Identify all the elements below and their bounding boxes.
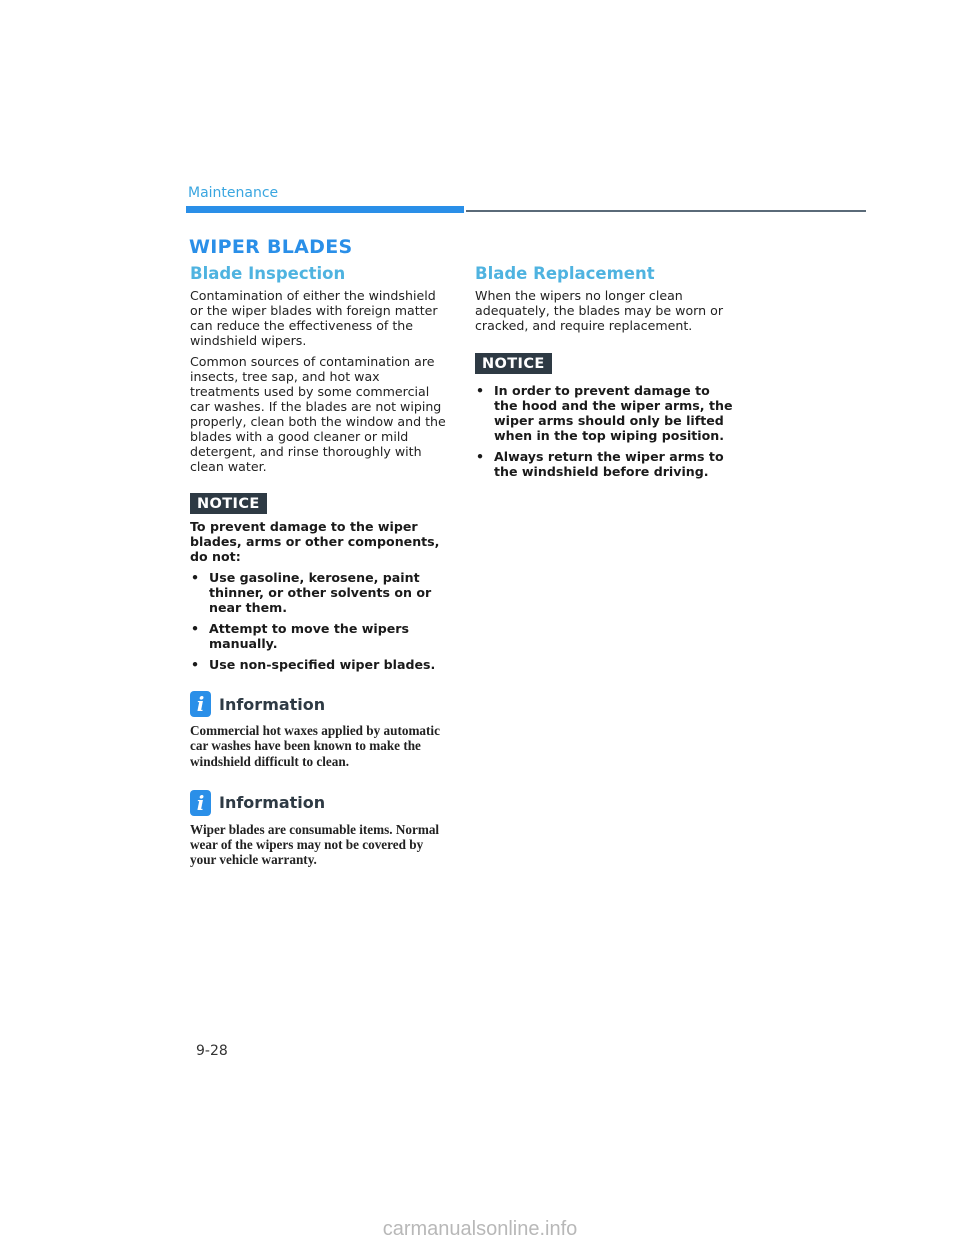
info-box-2 (190, 790, 452, 868)
blade-replacement-heading: Blade Replacement (475, 264, 655, 283)
info-header (190, 790, 452, 816)
header-rule (466, 210, 866, 212)
list-item: • Use non-specified wiper blades. (191, 657, 436, 672)
notice-badge: NOTICE (475, 353, 552, 374)
notice-list (475, 383, 733, 479)
notice-intro: To prevent damage to the wiper blades, arms or other components, do not: (190, 519, 440, 564)
page-number: 9-28 (196, 1043, 228, 1059)
notice-badge: NOTICE (190, 493, 267, 514)
list-item: • Attempt to move the wipers manually. (191, 621, 409, 651)
info-text: Commercial hot waxes applied by automatic car washes have been known to make the windshield difficult to clean. (190, 723, 440, 769)
bullet-icon: • (191, 657, 200, 672)
info-title: Information (219, 694, 326, 714)
section-label: Maintenance (188, 185, 279, 201)
info-title: Information (219, 793, 326, 813)
bullet-icon: • (476, 449, 485, 464)
watermark: carmanualsonline.info (382, 1218, 578, 1240)
notice-box-2 (475, 353, 733, 479)
bullet-icon: • (191, 621, 200, 636)
header-rule-accent (186, 206, 464, 213)
inspection-paragraph-2: Common sources of contamination are insects, tree sap, and hot wax treatments used by some commercial car washes. If the blades are not wiping properly, clean both the window and the blades with a good cleaner or mild detergent, and rinse thoroughly with clean water. (190, 354, 446, 474)
info-icon: i (190, 790, 211, 816)
list-item: • Always return the wiper arms to the windshield before driving. (476, 449, 724, 479)
notice-list (190, 570, 452, 672)
list-item: • In order to prevent damage to the hood and the wiper arms, the wiper arms should only be lifted when in the top wiping position. (476, 383, 733, 443)
bullet-icon: • (191, 570, 200, 585)
page-title: WIPER BLADES (189, 236, 353, 258)
info-box-1 (190, 691, 452, 769)
info-header (190, 691, 452, 717)
right-column (475, 264, 733, 485)
info-icon: i (190, 691, 211, 717)
inspection-paragraph-1: Contamination of either the windshield or the wiper blades with foreign matter can reduce the effectiveness of the windshield wipers. (190, 288, 438, 348)
left-column (190, 264, 452, 868)
list-item: • Use gasoline, kerosene, paint thinner, or other solvents on or near them. (191, 570, 432, 615)
notice-box-1 (190, 493, 452, 672)
bullet-icon: • (476, 383, 485, 398)
replacement-paragraph: When the wipers no longer clean adequately, the blades may be worn or cracked, and require replacement. (475, 288, 724, 333)
blade-inspection-heading: Blade Inspection (190, 264, 346, 283)
inspection-body (190, 288, 452, 474)
info-text: Wiper blades are consumable items. Normal wear of the wipers may not be covered by your vehicle warranty. (190, 821, 440, 868)
